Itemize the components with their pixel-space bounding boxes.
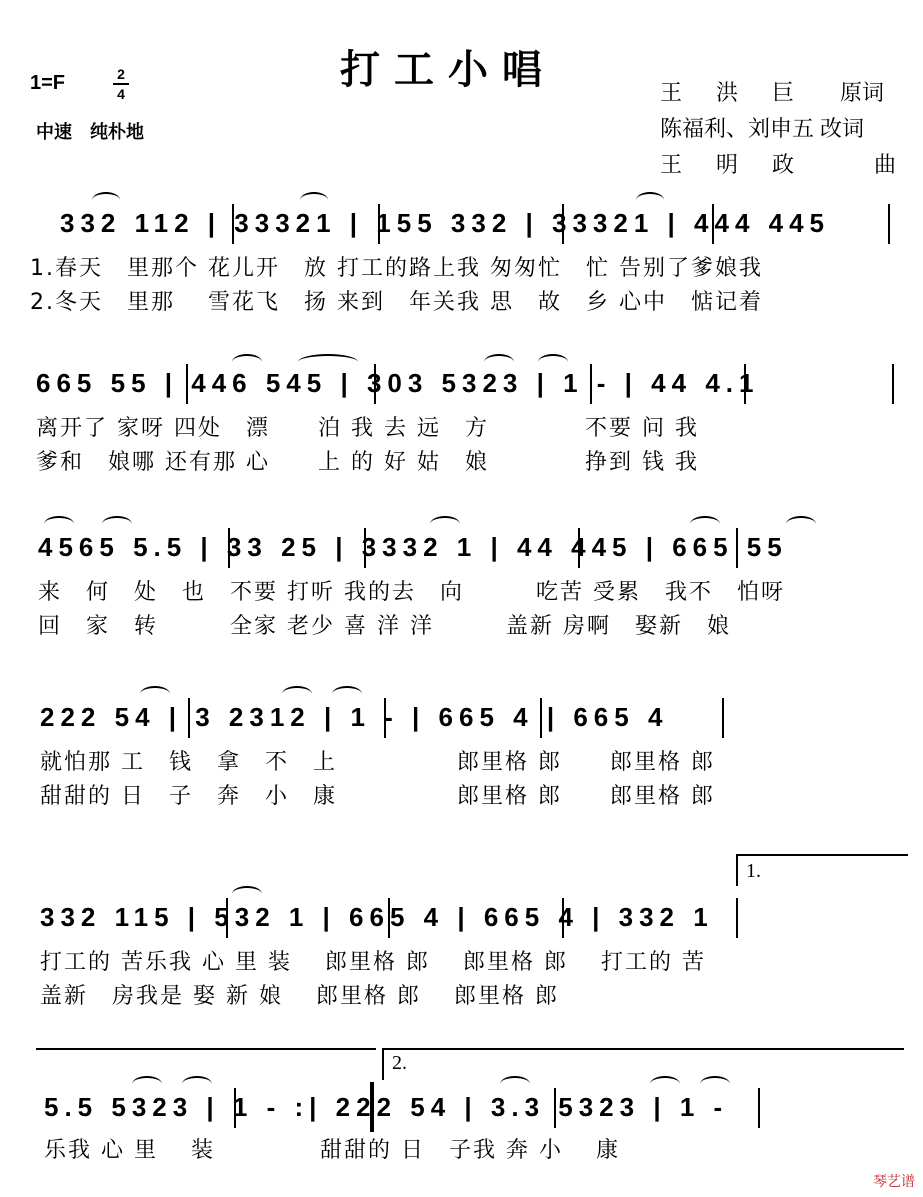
- staff-line-1: [0, 190, 923, 350]
- watermark-text: 琴艺谱: [873, 1174, 915, 1190]
- credit-composer-name: 王 明 政: [660, 153, 801, 178]
- lyric-verse2-line-1: 2.冬天 里那 雪花飞 扬 来到 年关我 思 故 乡 心中 惦记着: [30, 290, 763, 315]
- volta-bracket-1: [736, 854, 908, 886]
- notation-line-1: 332 112 | 33321 | 155 332 | 33321 | 444 445: [60, 208, 831, 238]
- credit-composer-role: 曲: [874, 153, 897, 178]
- lyric-verse1-line-4: 就怕那 工 钱 拿 不 上 郎里格 郎 郎里格 郎: [40, 750, 715, 775]
- staff-line-2: [0, 350, 923, 510]
- lyric-verse2-line-5: 盖新 房我是 娶 新 娘 郎里格 郎 郎里格 郎: [40, 984, 559, 1009]
- volta-bracket-2: [382, 1048, 904, 1080]
- staff-line-4: [0, 676, 923, 836]
- volta-label-2: 2.: [392, 1052, 407, 1074]
- lyric-verse2-line-4: 甜甜的 日 子 奔 小 康 郎里格 郎 郎里格 郎: [40, 784, 715, 809]
- lyric-verse1-line-2: 离开了 家呀 四处 漂 泊 我 去 远 方 不要 问 我: [36, 416, 699, 441]
- lyric-verse2-line-2: 爹和 娘哪 还有那 心 上 的 好 姑 娘 挣到 钱 我: [36, 450, 699, 475]
- time-sig-bottom: 4: [117, 86, 125, 102]
- time-signature: [113, 66, 129, 102]
- credit-reviser-name: 陈福利、刘申五: [660, 117, 815, 142]
- key-signature: 1=F: [30, 72, 66, 94]
- lyric-verse1-line-6: 乐我 心 里 装 甜甜的 日 子我 奔 小 康: [44, 1138, 620, 1163]
- lyric-verse2-line-3: 回 家 转 全家 老少 喜 洋 洋 盖新 房啊 娶新 娘: [38, 614, 731, 639]
- credit-lyricist-role: 原词: [840, 81, 885, 106]
- notation-line-2: 665 55 | 446 545 | 303 5323 | 1 - | 44 4.1: [36, 368, 760, 398]
- credit-lyricist-name: 王 洪 巨: [660, 81, 801, 106]
- time-sig-top: 2: [117, 66, 125, 82]
- lyric-verse1-line-1: 1.春天 里那个 花儿开 放 打工的路上我 匆匆忙 忙 告别了爹娘我: [30, 256, 763, 281]
- tempo-marking: 中速 纯朴地: [36, 122, 144, 143]
- watermark-logo: [873, 1171, 915, 1191]
- lyric-verse1-line-3: 来 何 处 也 不要 打听 我的去 向 吃苦 受累 我不 怕呀: [38, 580, 785, 605]
- notation-line-6: 5.5 5323 | 1 - :| 222 54 | 3.3 5323 | 1 -: [44, 1092, 729, 1122]
- lyric-verse1-line-5: 打工的 苦乐我 心 里 装 郎里格 郎 郎里格 郎 打工的 苦: [40, 950, 706, 975]
- notation-line-4: 222 54 | 3 2312 | 1 - | 665 4 | 665 4: [40, 702, 669, 732]
- notation-line-5: 332 115 | 532 1 | 665 4 | 665 4 | 332 1: [40, 902, 714, 932]
- staff-line-6: [0, 1036, 923, 1196]
- song-title: 打工小唱: [340, 47, 556, 93]
- volta-label-1: 1.: [746, 860, 761, 882]
- credit-reviser-role: 改词: [820, 117, 865, 142]
- notation-line-3: 4565 5.5 | 33 25 | 3332 1 | 44 445 | 665 55: [38, 532, 788, 562]
- staff-line-3: [0, 510, 923, 670]
- staff-line-5: [0, 850, 923, 1010]
